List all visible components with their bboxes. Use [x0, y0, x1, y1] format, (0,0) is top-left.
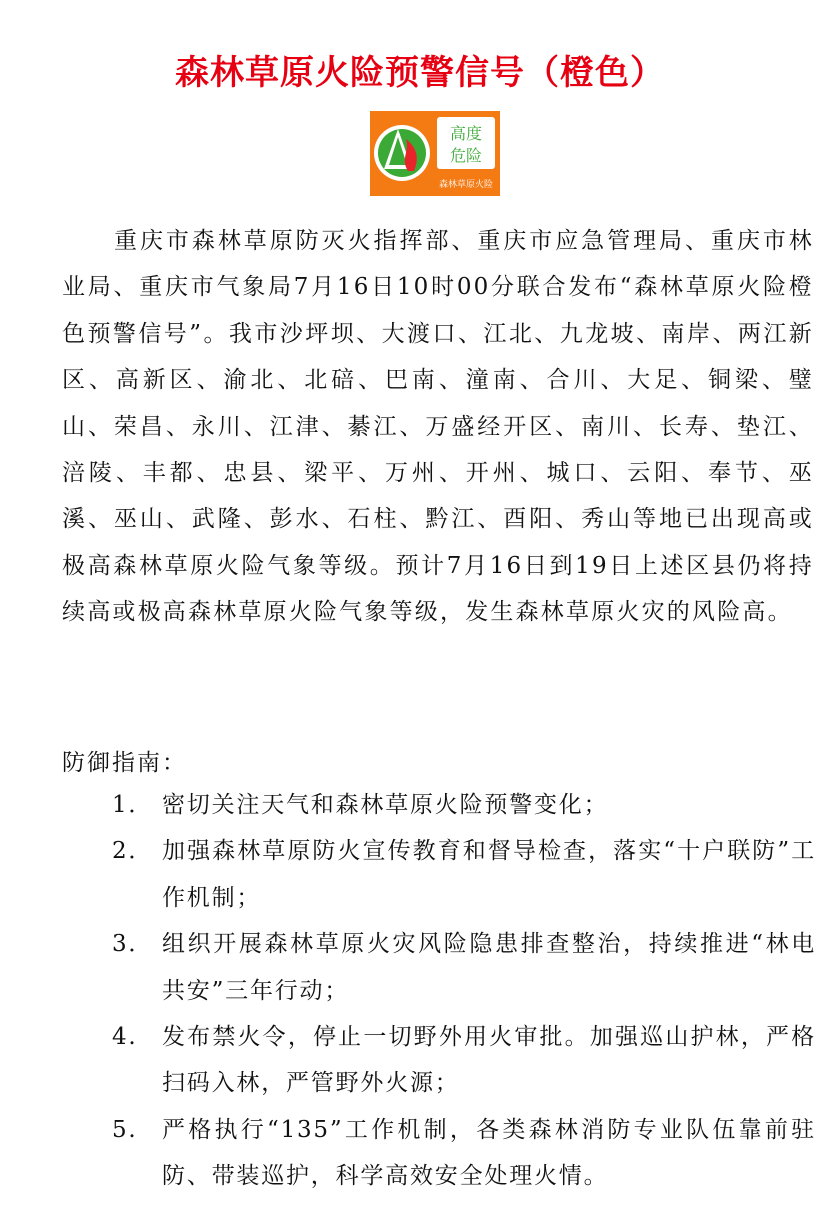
badge-text-line2: 危险 [449, 146, 483, 165]
guide-item-number: 2． [112, 838, 154, 865]
guide-item-text: 发布禁火令，停止一切野外用火审批。加强巡山护林，严格扫码入林，严管野外火源； [162, 1024, 816, 1097]
guide-item-text: 密切关注天气和森林草原火险预警变化； [162, 792, 609, 818]
guide-item-text: 加强森林草原防火宣传教育和督导检查，落实“十户联防”工作机制； [162, 838, 816, 911]
warning-paragraph: 重庆市森林草原防灭火指挥部、重庆市应急管理局、重庆市林业局、重庆市气象局7月16日10时00分联合发布“森林草原火险橙色预警信号”。我市沙坪坝、大渡口、江北、九龙坡、南岸、两江新区、高新区、渝北、北碚、巴南、潼南、合川、大足、铜梁、璧山、荣昌、永川、江津、綦江、万盛经开区、南川、长寿、垫江、涪陵、丰都、忠县、梁平、万州、开州、城口、云阳、奉节、巫溪、巫山、武隆、彭水、石柱、黔江、酉阳、秀山等地已出现高或极高森林草原火险气象等级。预计7月16日到19日上述区县仍将持续高或极高森林草原火险气象等级，发生森林草原火灾的风险高。 [62, 228, 814, 626]
guide-item-number: 4. [112, 1024, 138, 1051]
guide-list [112, 782, 816, 1200]
guide-item [112, 782, 816, 828]
badge-caption: 森林草原火险 [438, 180, 494, 190]
guide-item [112, 921, 816, 1014]
guide-item [112, 828, 816, 921]
guide-heading: 防御指南： [62, 750, 187, 776]
guide-item-text: 严格执行“135”工作机制，各类森林消防专业队伍靠前驻防、带装巡护，科学高效安全处理火情。 [162, 1116, 816, 1190]
guide-item-number: 5. [112, 1116, 138, 1143]
guide-item-text: 组织开展森林草原火灾风险隐患排查整治，持续推进“林电共安”三年行动； [162, 931, 816, 1004]
page-title: 森林草原火险预警信号（橙色） [175, 52, 665, 93]
forest-fire-danger-icon [370, 111, 500, 196]
guide-item-number: 3． [112, 931, 154, 958]
badge-text-line1: 高度 [449, 124, 483, 143]
guide-item-number: 1． [112, 792, 154, 818]
guide-item [112, 1107, 816, 1200]
guide-item [112, 1014, 816, 1107]
